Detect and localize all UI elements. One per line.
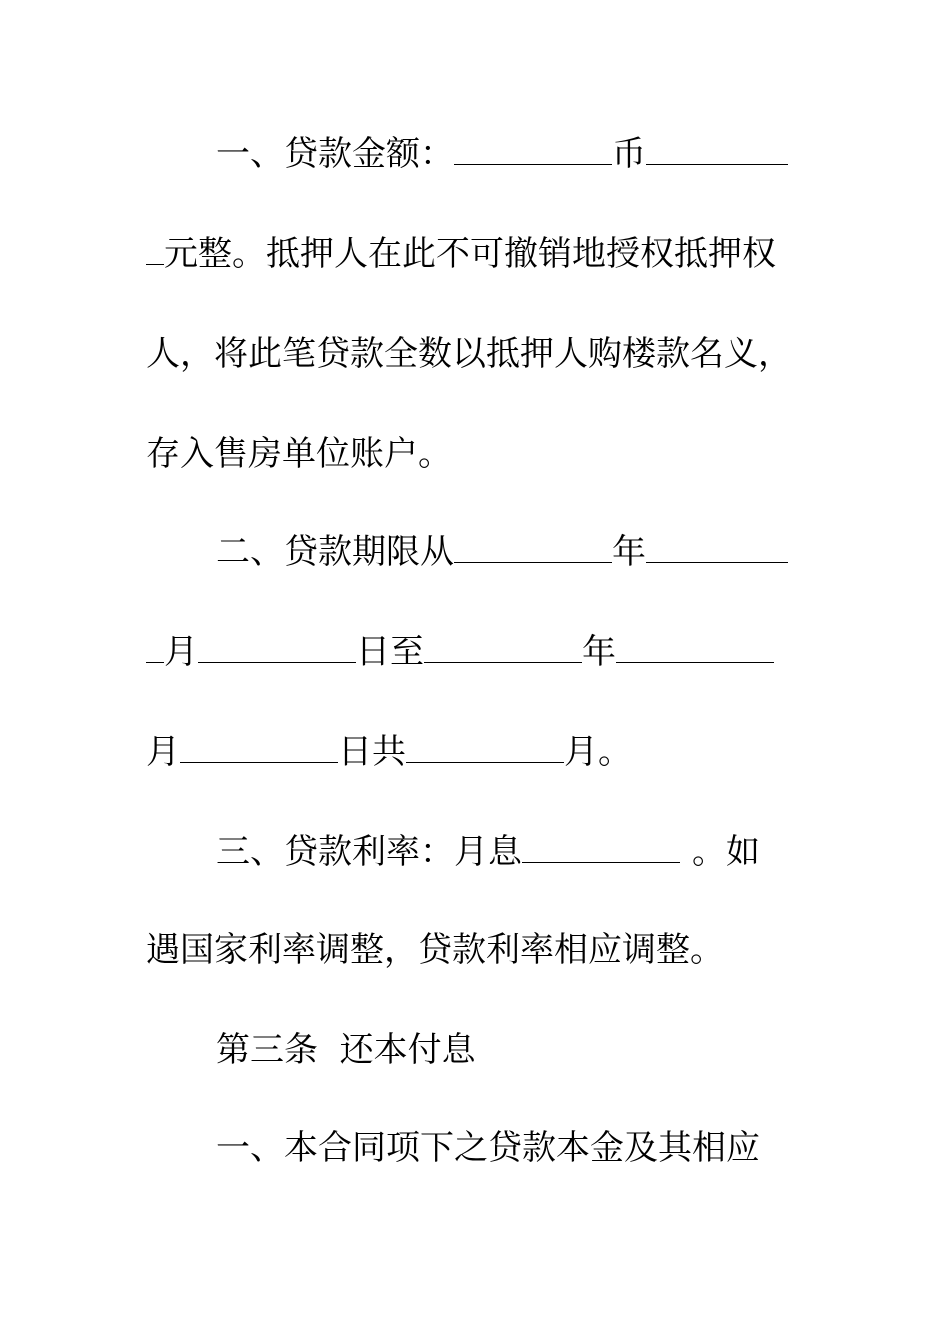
loan-term-label: 二、贷款期限从 xyxy=(216,532,454,572)
article-three-heading xyxy=(216,1028,876,1072)
month-period-label: 月。 xyxy=(564,732,632,772)
loan-amount-line-3 xyxy=(146,332,806,376)
interest-continue: 。如 xyxy=(692,832,760,872)
interest-adjustment-text: 遇国家利率调整，贷款利率相应调整。 xyxy=(146,930,724,970)
day-to-label: 日至 xyxy=(356,632,424,672)
year-label-2: 年 xyxy=(582,632,616,672)
loan-term-line-1 xyxy=(216,530,876,574)
month-label-1: 月 xyxy=(164,632,198,672)
loan-amount-line-2 xyxy=(146,232,806,276)
amount-blank xyxy=(646,134,788,165)
start-month-blank xyxy=(646,532,788,563)
loan-term-line-2 xyxy=(146,630,806,674)
repayment-text: 一、本合同项下之贷款本金及其相应 xyxy=(216,1128,760,1168)
end-month-blank xyxy=(616,632,774,663)
currency-blank xyxy=(454,134,612,165)
authorization-text-2: 人，将此笔贷款全数以抵押人购楼款名义， xyxy=(146,334,792,374)
loan-amount-line-1 xyxy=(216,132,876,176)
authorization-text-1: 元整。抵押人在此不可撤销地授权抵押权 xyxy=(164,234,776,274)
heading-text: 第三条 还本付息 xyxy=(216,1030,476,1070)
interest-label: 三、贷款利率：月息 xyxy=(216,832,522,872)
day-total-label: 日共 xyxy=(338,732,406,772)
currency-label: 币 xyxy=(612,134,646,174)
start-day-blank xyxy=(198,632,356,663)
interest-line-2 xyxy=(146,928,806,972)
amount-blank-continued xyxy=(146,234,164,265)
end-year-blank xyxy=(424,632,582,663)
monthly-interest-blank xyxy=(522,832,680,863)
interest-line-1 xyxy=(216,830,876,874)
start-month-blank-continued xyxy=(146,632,164,663)
end-day-blank xyxy=(180,732,338,763)
start-year-blank xyxy=(454,532,612,563)
repayment-line-1 xyxy=(216,1126,876,1170)
loan-amount-label: 一、贷款金额： xyxy=(216,134,454,174)
total-months-blank xyxy=(406,732,564,763)
year-label-1: 年 xyxy=(612,532,646,572)
authorization-text-3: 存入售房单位账户。 xyxy=(146,434,452,474)
loan-term-line-3 xyxy=(146,730,806,774)
month-label-2: 月 xyxy=(146,732,180,772)
loan-amount-line-4 xyxy=(146,432,806,476)
